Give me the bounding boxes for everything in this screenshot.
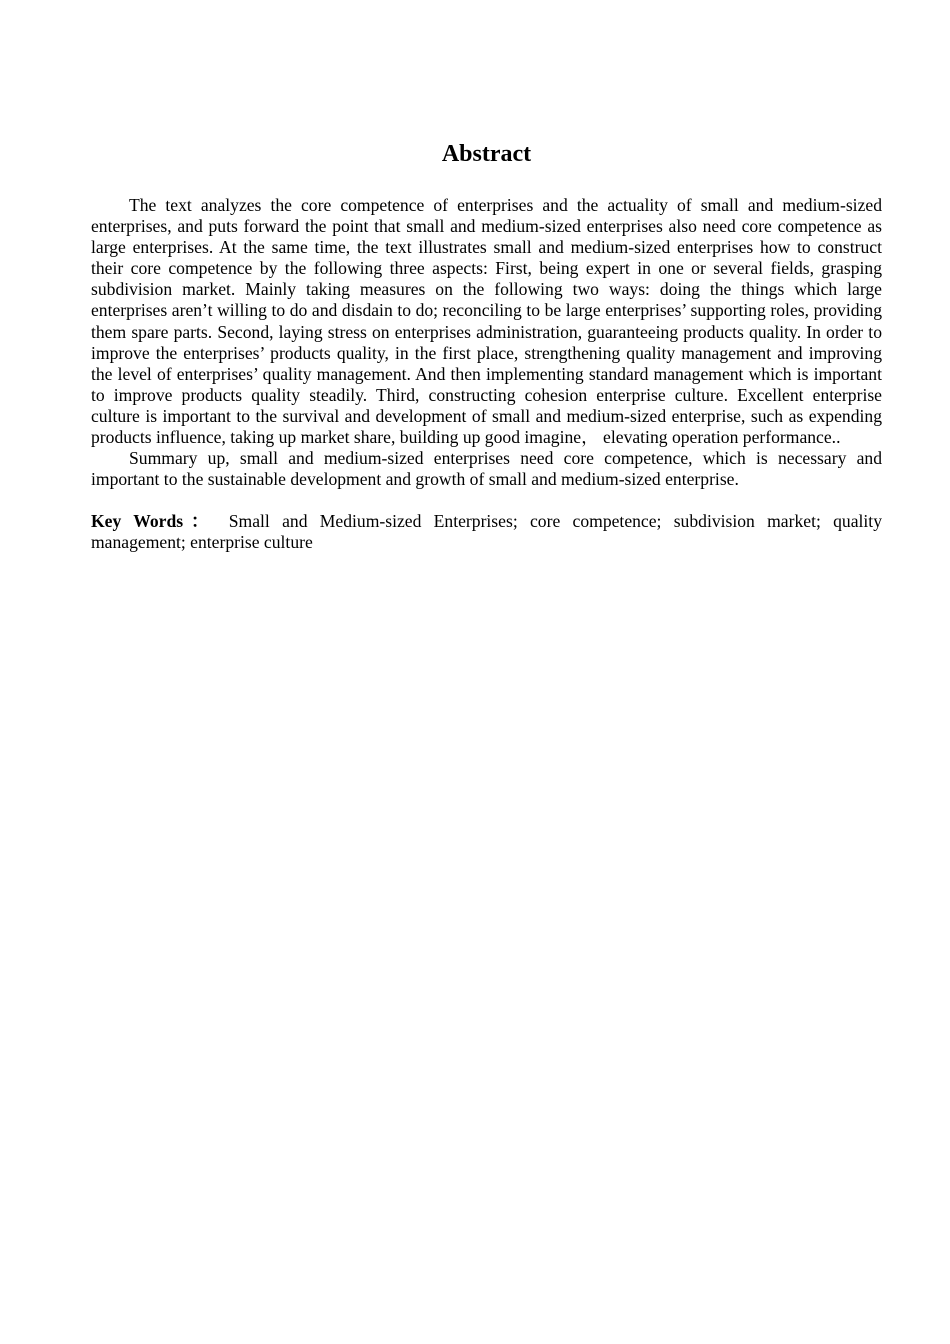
abstract-paragraph-2: Summary up, small and medium-sized enterprises need core competence, which is necessary and important to the sustainable development and growth of small and medium-sized enterprise. bbox=[91, 448, 882, 490]
document-page bbox=[91, 138, 882, 554]
abstract-paragraph-1: The text analyzes the core competence of enterprises and the actuality of small and medium-sized enterprises, and puts forward the point that small and medium-sized enterprises also need core competence as large enterprises. At the same time, the text illustrates small and medium-sized enterprises how to construct their core competence by the following three aspects: First, being expert in one or several fields, grasping subdivision market. Mainly taking measures on the following two ways: doing the things which large enterprises aren’t willing to do and disdain to do; reconciling to be large enterprises’ supporting roles, providing them spare parts. Second, laying stress on enterprises administration, guaranteeing products quality. In order to improve the enterprises’ products quality, in the first place, strengthening quality management and improving the level of enterprises’ quality management. And then implementing standard management which is important to improve products quality steadily. Third, constructing cohesion enterprise culture. Excellent enterprise culture is important to the survival and development of small and medium-sized enterprise, such as expending products influence, taking up market share, building up good imagine， elevating operation performance.. bbox=[91, 195, 882, 448]
keywords-label: Key Words： bbox=[91, 511, 217, 532]
keywords-text: Small and Medium-sized Enterprises; core competence; subdivision market; quality management; enterprise culture bbox=[91, 511, 882, 553]
abstract-title: Abstract bbox=[441, 141, 532, 167]
keywords-line bbox=[91, 511, 882, 553]
